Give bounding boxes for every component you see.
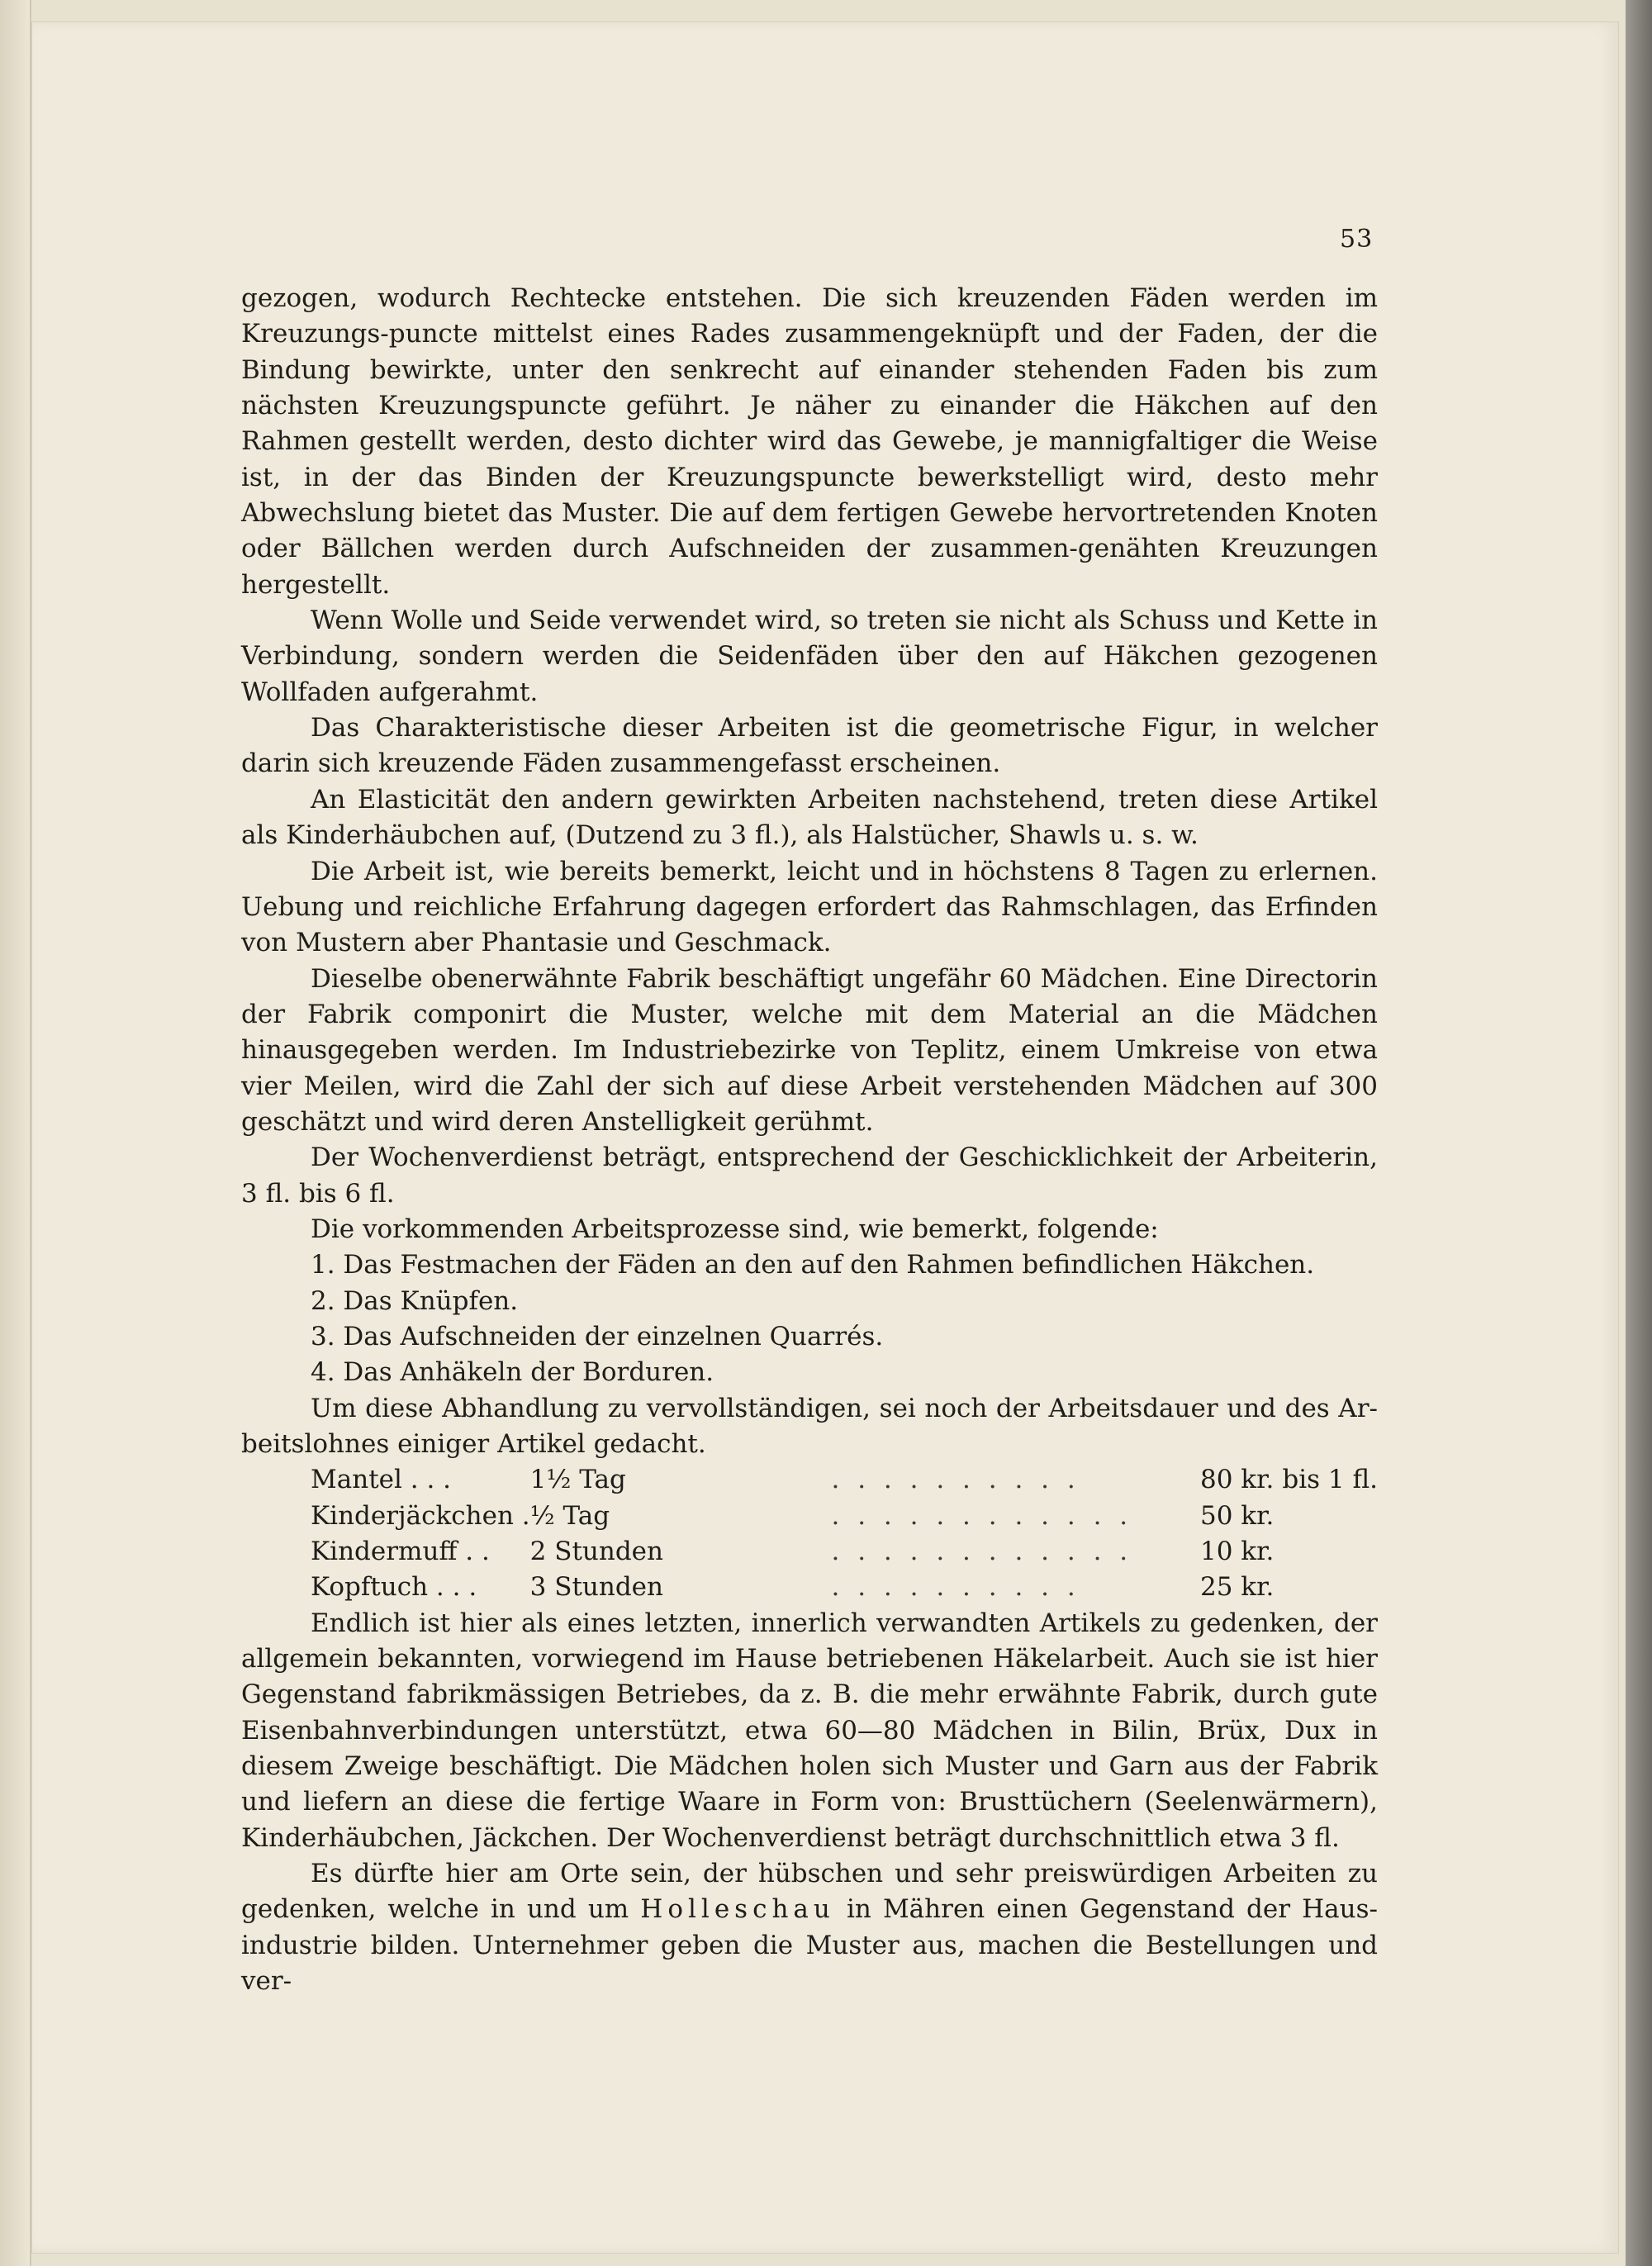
note-cell [1282, 1570, 1378, 1605]
list-item: 4. Das Anhäkeln der Borduren. [311, 1357, 714, 1388]
list-item: 1. Das Festmachen der Fäden an den auf den Rahmen befindlichen Häkchen. [311, 1250, 1315, 1280]
table-row [241, 1534, 1378, 1570]
price-cell: 80 kr. [1200, 1465, 1275, 1495]
book-right-edge [1626, 0, 1652, 2266]
table-intro: Um diese Abhandlung zu vervollständigen, sei noch der Arbeitsdauer und des Ar-beitslohnes einiger Artikel gedacht. [241, 1393, 1378, 1459]
paragraph-text-before: Es dürfte hier am Orte sein, der hübschen und sehr preiswürdigen Arbeiten zu gedenken, welche in und um [241, 1859, 1378, 1925]
paragraph: gezogen, wodurch Rechtecke entstehen. Die sich kreuzenden Fäden werden im Kreuzungs-puncte mittelst eines Rades zusammengeknüpft und der Faden, der die Bindung bewirkte, unter den senkrecht auf einander stehenden Faden bis zum nächsten Kreuzungspuncte geführt. Je näher zu einander die Häkchen auf den Rahmen gestellt werden, desto dichter wird das Gewebe, je mannigfaltiger die Weise ist, in der das Binden der Kreuzungspuncte bewerkstelligt wird, desto mehr Abwechslung bietet das Muster. Die auf dem fertigen Gewebe hervortretenden Knoten oder Bällchen werden durch Aufschneiden der zusammen-genähten Kreuzungen hergestellt. [241, 283, 1378, 600]
price-cell: 25 kr. [1200, 1572, 1275, 1603]
list-item: 3. Das Aufschneiden der einzelnen Quarrés. [311, 1321, 884, 1352]
leader-dots: . . . . . . . . . . . . [831, 1537, 1133, 1567]
duration-cell: 1½ Tag [529, 1465, 626, 1495]
place-name-spaced: Holleschau [640, 1894, 835, 1925]
list-item: 2. Das Knüpfen. [311, 1285, 519, 1316]
table-row [241, 1499, 1378, 1534]
article-cell: Mantel . . . [311, 1465, 452, 1495]
article-cell: Kinderjäckchen . [311, 1500, 530, 1531]
paragraph: An Elasticität den andern gewirkten Arbeiten nachstehend, treten diese Artikel als Kinderhäubchen auf, (Dutzend zu 3 fl.), als Halstücher, Shawls u. s. w. [241, 784, 1378, 851]
article-cell: Kindermuff . . [311, 1537, 490, 1567]
table-row [241, 1462, 1378, 1498]
article-cell: Kopftuch . . . [311, 1572, 477, 1603]
price-cell: 50 kr. [1200, 1500, 1275, 1531]
leader-dots: . . . . . . . . . . [831, 1572, 1080, 1603]
paragraph: Die vorkommenden Arbeitsprozesse sind, wie bemerkt, folgende: [311, 1214, 1159, 1244]
paragraph: Die Arbeit ist, wie bereits bemerkt, leicht und in höchstens 8 Tagen zu erlernen. Uebung und reichliche Erfahrung dagegen erfordert das Rahmschlagen, das Erfinden von Mustern aber Phantasie und Geschmack. [241, 856, 1378, 958]
paragraph-text-after: in Mähren einen Gegenstand der Haus-industrie bilden. Unternehmer geben die Muster aus, machen die Bestellungen und ver- [241, 1894, 1378, 1997]
table-row [241, 1570, 1378, 1605]
note-cell [1282, 1534, 1378, 1570]
leader-dots: . . . . . . . . . . [831, 1465, 1080, 1495]
paragraph: Der Wochenverdienst beträgt, entsprechend der Geschicklichkeit der Arbeiterin, 3 fl. bis 6 fl. [241, 1143, 1378, 1209]
page-number: 53 [1340, 225, 1374, 254]
duration-cell: ½ Tag [529, 1500, 610, 1531]
body-text [241, 281, 1378, 2000]
paragraph-holleschau [241, 1856, 1378, 1999]
paragraph: Dieselbe obenerwähnte Fabrik beschäftigt ungefähr 60 Mädchen. Eine Directorin der Fabrik componirt die Muster, welche mit dem Material an die Mädchen hinausgegeben werden. Im Industriebezirke von Teplitz, einem Umkreise von etwa vier Meilen, wird die Zahl der sich auf diese Arbeit verstehenden Mädchen auf 300 geschätzt und wird deren Anstelligkeit gerühmt. [241, 963, 1378, 1137]
paragraph: Wenn Wolle und Seide verwendet wird, so treten sie nicht als Schuss und Kette in Verbindung, sondern werden die Seidenfäden über den auf Häkchen gezogenen Wollfaden aufgerahmt. [241, 606, 1378, 707]
note-cell [1282, 1499, 1378, 1534]
price-cell: 10 kr. [1200, 1537, 1275, 1567]
paragraph: Das Charakteristische dieser Arbeiten ist die geometrische Figur, in welcher darin sich kreuzende Fäden zusammengefasst erscheinen. [241, 713, 1378, 779]
duration-cell: 2 Stunden [529, 1537, 663, 1567]
leader-dots: . . . . . . . . . . . . [831, 1500, 1133, 1531]
book-left-edge [0, 0, 31, 2266]
process-list [241, 1247, 1378, 1390]
paragraph: Endlich ist hier als eines letzten, innerlich verwandten Artikels zu gedenken, der allgemein bekannten, vorwiegend im Hause betriebenen Häkelarbeit. Auch sie ist hier Gegenstand fabrikmässigen Betriebes, da z. B. die mehr erwähnte Fabrik, durch gute Eisenbahnverbindungen unterstützt, etwa 60—80 Mädchen in Bilin, Brüx, Dux in diesem Zweige beschäftigt. Die Mädchen holen sich Muster und Garn aus der Fabrik und liefern an diese die fertige Waare in Form von: Brusttüchern (Seelenwärmern), Kinderhäubchen, Jäckchen. Der Wochenverdienst beträgt durchschnittlich etwa 3 fl. [241, 1608, 1378, 1853]
duration-cell: 3 Stunden [529, 1572, 663, 1603]
wage-table [241, 1462, 1378, 1605]
note-cell: bis 1 fl. [1282, 1465, 1378, 1495]
